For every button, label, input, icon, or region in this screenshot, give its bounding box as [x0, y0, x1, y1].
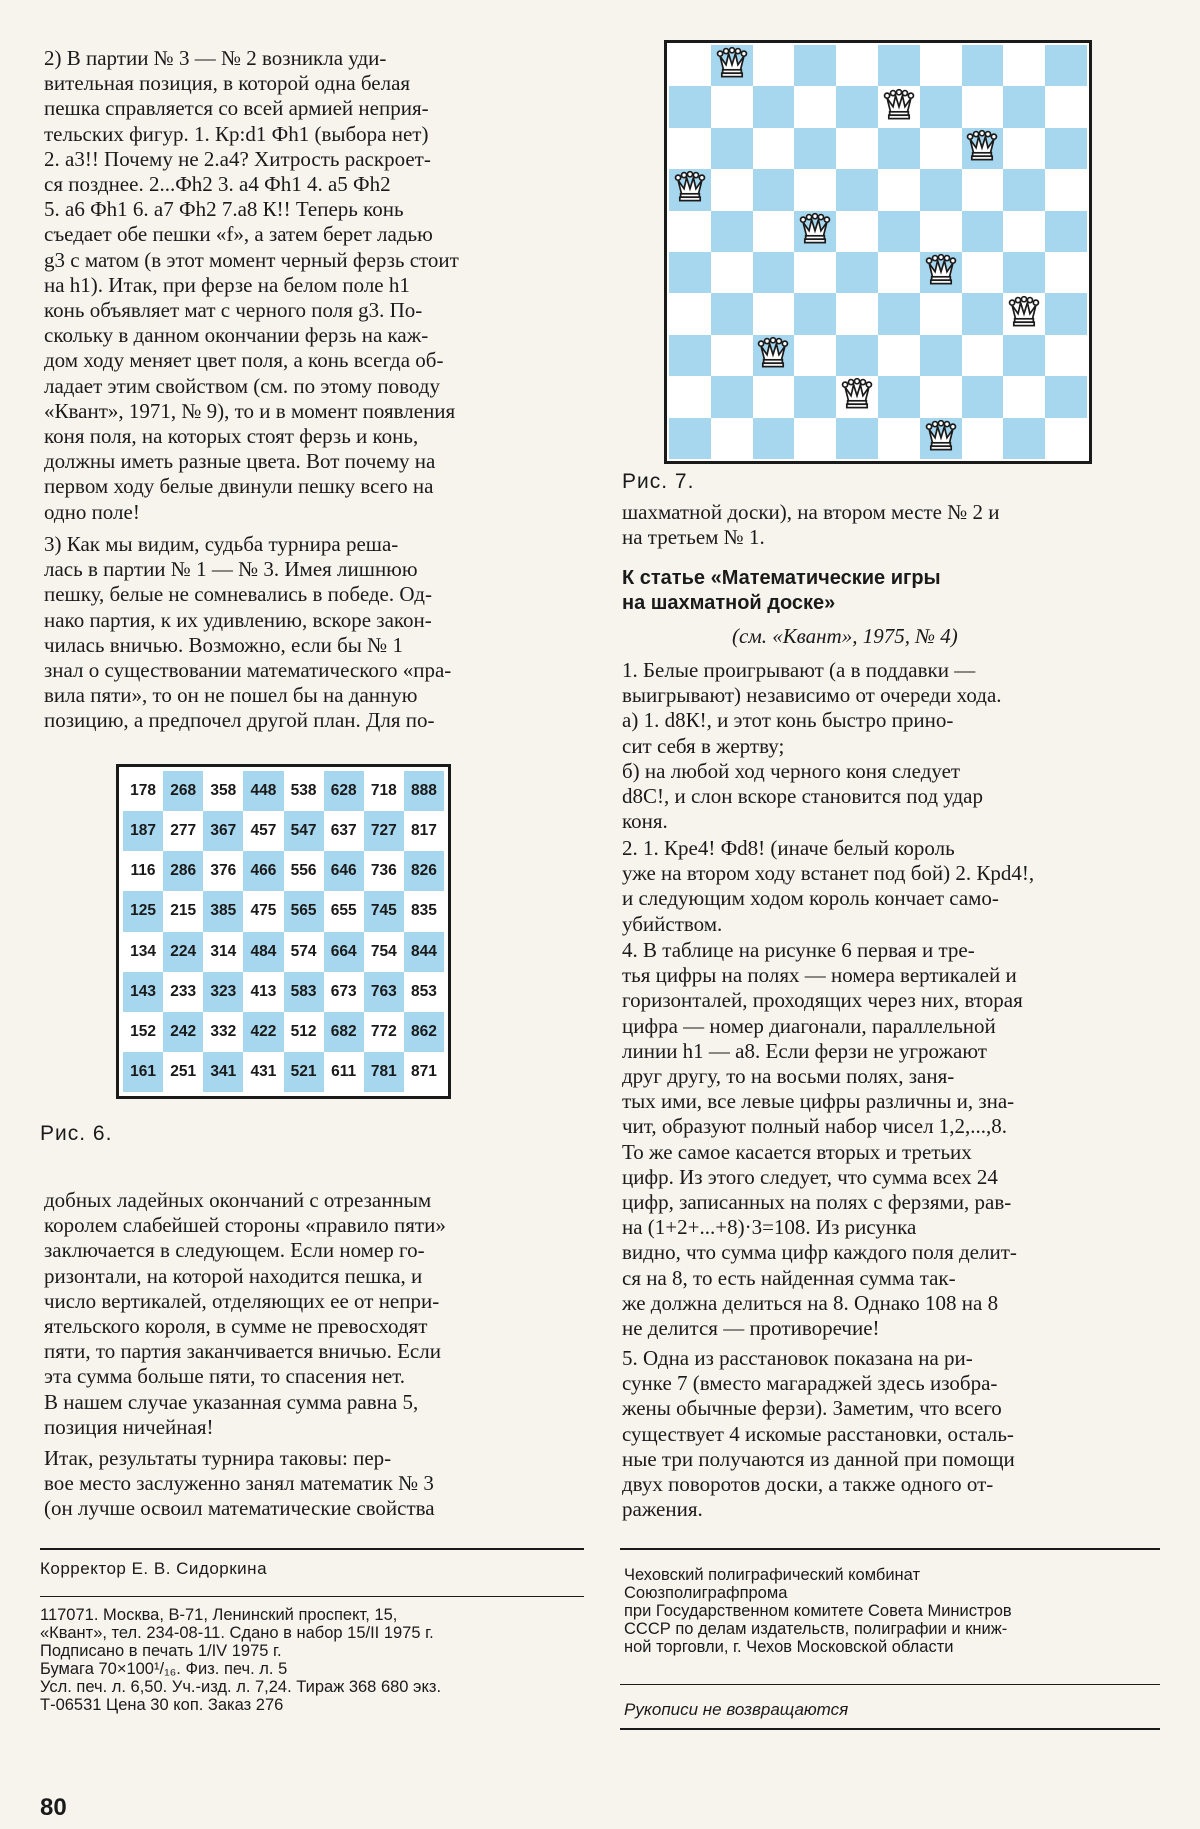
board-square: [711, 335, 753, 376]
text-line: пешку, белые не сомневались в победе. Од-: [44, 582, 432, 607]
board-square: [711, 211, 753, 252]
text-line: знал о существовании математического «пра-: [44, 658, 452, 683]
table-cell: 565: [284, 891, 324, 931]
board-square: [836, 169, 878, 210]
board-square: [753, 376, 795, 417]
table-cell: 664: [324, 932, 364, 972]
table-cell: 888: [404, 771, 444, 811]
text-line: б) на любой ход черного коня следует: [622, 758, 961, 783]
table-cell: 475: [243, 891, 283, 931]
board-square: [794, 252, 836, 293]
text-line: одно поле!: [44, 499, 140, 524]
text-line: цифр. Из этого следует, что сумма всех 24: [622, 1164, 998, 1189]
board-square: [1045, 376, 1087, 417]
table-cell: 646: [324, 851, 364, 891]
text-line: тья цифры на полях — номера вертикалей и: [622, 963, 1017, 988]
board-square: [1045, 211, 1087, 252]
text-line: 5. а6 Фh1 6. а7 Фh2 7.а8 К!! Теперь конь: [44, 197, 404, 222]
table-cell: 376: [203, 851, 243, 891]
board-square: [669, 86, 711, 127]
board-square: [753, 293, 795, 334]
table-cell: 655: [324, 891, 364, 931]
text-line: 2. 1. Крe4! Фd8! (иначе белый король: [622, 836, 955, 860]
queen-icon: [1007, 295, 1041, 334]
board-square: [753, 335, 795, 376]
board-square: [753, 252, 795, 293]
text-line: позицию, а предпочел другой план. Для по-: [44, 708, 435, 733]
text-line: вила пяти», то он не пошел бы на данную: [44, 683, 418, 708]
text-line: на (1+2+...+8)·3=108. Из рисунка: [622, 1215, 917, 1240]
text-line: d8С!, и слон вскоре становится под удар: [622, 784, 983, 809]
board-square: [1003, 252, 1045, 293]
board-square: [962, 293, 1004, 334]
table-cell: 853: [404, 972, 444, 1012]
text-line: при Государственном комитете Совета Министров: [624, 1602, 1012, 1620]
board-square: [920, 211, 962, 252]
text-line: уже на втором ходу встанет под бой) 2. Крd4!,: [622, 861, 1035, 886]
right-para-4: [622, 938, 1156, 1341]
board-square: [711, 128, 753, 169]
text-line: вительная позиция, в которой одна белая: [44, 71, 411, 96]
board-square: [878, 45, 920, 86]
board-square: [753, 169, 795, 210]
text-line: не делится — противоречие!: [622, 1316, 880, 1341]
queen-icon: [840, 377, 874, 416]
board-square: [962, 418, 1004, 459]
board-square: [711, 418, 753, 459]
board-square: [794, 376, 836, 417]
board-square: [920, 293, 962, 334]
text-line: заключается в следующем. Если номер го-: [44, 1238, 425, 1263]
board-square: [669, 335, 711, 376]
table-cell: 466: [243, 851, 283, 891]
board-square: [962, 169, 1004, 210]
text-line: сит себя в жертву;: [622, 733, 785, 758]
left-para-3: [44, 1188, 584, 1440]
board-square: [669, 252, 711, 293]
table-cell: 134: [123, 932, 163, 972]
text-line: съедает обе пешки «f», а затем берет ладью: [44, 222, 433, 247]
board-square: [1003, 128, 1045, 169]
queen-icon: [715, 46, 749, 85]
text-line: Усл. печ. л. 6,50. Уч.-изд. л. 7,24. Тираж 368 680 экз.: [40, 1678, 442, 1696]
board-square: [962, 86, 1004, 127]
board-square: [794, 45, 836, 86]
queen-icon: [924, 253, 958, 292]
board-square: [920, 376, 962, 417]
text-line: добных ладейных окончаний с отрезанным: [44, 1188, 432, 1212]
board-square: [878, 335, 920, 376]
text-line: же должна делиться на 8. Однако 108 на 8: [622, 1290, 999, 1315]
board-square: [669, 169, 711, 210]
text-line: двух поворотов доски, а также одного от-: [622, 1472, 994, 1497]
table-cell: 673: [324, 972, 364, 1012]
table-cell: 637: [324, 811, 364, 851]
board-square: [920, 128, 962, 169]
table-cell: 718: [364, 771, 404, 811]
printer-info: [624, 1566, 1160, 1656]
queen-icon: [673, 170, 707, 209]
text-line: а) 1. d8К!, и этот конь быстро прино-: [622, 708, 954, 733]
table-cell: 161: [123, 1052, 163, 1092]
right-para-2: [622, 658, 1156, 834]
right-para-1: [622, 500, 1156, 550]
table-cell: 332: [203, 1012, 243, 1052]
board-square: [920, 252, 962, 293]
text-line: К статье «Математические игры: [622, 567, 941, 589]
text-line: Итак, результаты турнира таковы: пер-: [44, 1446, 392, 1470]
table-cell: 754: [364, 932, 404, 972]
footer-rule-right-mid: [620, 1684, 1160, 1685]
text-line: (он лучше освоил математические свойства: [44, 1496, 435, 1521]
text-line: пяти, то партия заканчивается вничью. Если: [44, 1339, 441, 1364]
table-cell: 862: [404, 1012, 444, 1052]
board-square: [711, 293, 753, 334]
table-cell: 611: [324, 1052, 364, 1092]
text-line: 2. а3!! Почему не 2.а4? Хитрость раскроет-: [44, 146, 431, 171]
board-square: [1045, 86, 1087, 127]
board-square: [836, 418, 878, 459]
board-square: [962, 128, 1004, 169]
text-line: первом ходу белые двинули пешку всего на: [44, 474, 434, 499]
text-line: пешка справляется со всей армией неприя-: [44, 96, 429, 121]
text-line: ризонтали, на которой находится пешка, и: [44, 1263, 423, 1288]
text-line: сунке 7 (вместо магараджей здесь изобра-: [622, 1371, 998, 1396]
board-square: [1045, 252, 1087, 293]
queen-icon: [882, 88, 916, 127]
text-line: шахматной доски), на втором месте № 2 и: [622, 500, 1000, 524]
text-line: 2) В партии № 3 — № 2 возникла уди-: [44, 46, 387, 70]
board-square: [836, 45, 878, 86]
board-square: [1003, 335, 1045, 376]
figure-6-grid: [123, 771, 444, 1092]
text-line: В нашем случае указанная сумма равна 5,: [44, 1389, 419, 1414]
board-square: [1045, 169, 1087, 210]
table-cell: 835: [404, 891, 444, 931]
right-para-3: [622, 836, 1156, 937]
board-square: [794, 86, 836, 127]
text-line: и следующим ходом король кончает само-: [622, 886, 999, 911]
text-line: цифр, записанных на полях с ферзями, рав-: [622, 1190, 1012, 1215]
table-cell: 286: [163, 851, 203, 891]
board-square: [753, 418, 795, 459]
table-cell: 385: [203, 891, 243, 931]
board-square: [878, 418, 920, 459]
board-square: [794, 211, 836, 252]
board-square: [669, 45, 711, 86]
text-line: коня поля, на которых стоят ферзь и конь,: [44, 424, 419, 449]
text-line: на третьем № 1.: [622, 525, 765, 550]
text-line: ладает этим свойством (см. по этому поводу: [44, 373, 440, 398]
board-square: [1003, 45, 1045, 86]
right-para-5: [622, 1346, 1156, 1522]
article-heading: [622, 566, 1156, 616]
board-square: [711, 169, 753, 210]
text-line: дом ходу меняет цвет поля, а конь всегда об-: [44, 348, 444, 373]
queen-icon: [756, 336, 790, 375]
table-cell: 152: [123, 1012, 163, 1052]
table-cell: 422: [243, 1012, 283, 1052]
board-square: [669, 211, 711, 252]
board-square: [1003, 376, 1045, 417]
text-line: СССР по делам издательств, полиграфии и книж-: [624, 1620, 1008, 1638]
table-cell: 268: [163, 771, 203, 811]
board-square: [753, 128, 795, 169]
table-cell: 116: [123, 851, 163, 891]
text-line: 117071. Москва, В-71, Ленинский проспект, 15,: [40, 1606, 398, 1624]
figure-7-grid: [669, 45, 1087, 459]
text-line: существует 4 искомые расстановки, осталь-: [622, 1421, 1014, 1446]
table-cell: 763: [364, 972, 404, 1012]
table-cell: 215: [163, 891, 203, 931]
text-line: скольку в данном окончании ферзь на каж-: [44, 323, 429, 348]
board-square: [711, 86, 753, 127]
text-line: g3 с матом (в этот момент черный ферзь стоит: [44, 247, 459, 272]
board-square: [836, 252, 878, 293]
text-line: должны иметь разные цвета. Вот почему на: [44, 449, 436, 474]
table-cell: 242: [163, 1012, 203, 1052]
left-para-1: [44, 46, 584, 525]
board-square: [669, 376, 711, 417]
board-square: [711, 252, 753, 293]
text-line: вое место заслуженно занял математик № 3: [44, 1471, 434, 1496]
board-square: [878, 86, 920, 127]
table-cell: 844: [404, 932, 444, 972]
board-square: [878, 211, 920, 252]
text-line: Бумага 70×100¹/₁₆. Физ. печ. л. 5: [40, 1660, 288, 1678]
board-square: [1003, 418, 1045, 459]
board-square: [794, 169, 836, 210]
board-square: [920, 86, 962, 127]
text-line: ся позднее. 2...Фh2 3. а4 Фh1 4. а5 Фh2: [44, 172, 391, 197]
text-line: ятельского короля, в сумме не превосходят: [44, 1314, 428, 1339]
page-number: 80: [40, 1794, 67, 1821]
board-square: [1003, 169, 1045, 210]
text-line: 5. Одна из расстановок показана на ри-: [622, 1346, 973, 1370]
board-square: [920, 335, 962, 376]
text-line: 4. В таблице на рисунке 6 первая и тре-: [622, 938, 975, 962]
board-square: [753, 211, 795, 252]
text-line: друг другу, то на восьми полях, заня-: [622, 1064, 955, 1089]
table-cell: 538: [284, 771, 324, 811]
text-line: «Квант», тел. 234-08-11. Сдано в набор 15/II 1975 г.: [40, 1624, 434, 1642]
table-cell: 413: [243, 972, 283, 1012]
board-square: [878, 252, 920, 293]
table-cell: 745: [364, 891, 404, 931]
text-line: убийством.: [622, 911, 723, 936]
board-square: [836, 335, 878, 376]
text-line: линии h1 — а8. Если ферзи не угрожают: [622, 1038, 987, 1063]
board-square: [711, 45, 753, 86]
table-cell: 323: [203, 972, 243, 1012]
table-cell: 457: [243, 811, 283, 851]
table-cell: 277: [163, 811, 203, 851]
board-square: [920, 45, 962, 86]
text-line: на h1). Итак, при ферзе на белом поле h1: [44, 272, 410, 297]
board-square: [920, 418, 962, 459]
board-square: [794, 335, 836, 376]
table-cell: 341: [203, 1052, 243, 1092]
board-square: [794, 128, 836, 169]
text-line: видно, что сумма цифр каждого поля делит-: [622, 1240, 1017, 1265]
footer-rule-right-top: [620, 1548, 1160, 1550]
left-para-4: [44, 1446, 584, 1522]
text-line: Чеховский полиграфический комбинат: [624, 1566, 921, 1584]
table-cell: 556: [284, 851, 324, 891]
text-line: То же самое касается вторых и третьих: [622, 1139, 972, 1164]
board-square: [878, 293, 920, 334]
text-line: коня.: [622, 809, 668, 834]
table-cell: 826: [404, 851, 444, 891]
text-line: лась в партии № 1 — № 3. Имея лишнюю: [44, 557, 418, 582]
board-square: [962, 45, 1004, 86]
board-square: [962, 211, 1004, 252]
publisher-info: [40, 1606, 584, 1714]
board-square: [878, 376, 920, 417]
text-line: тых ими, все левые цифры различны и, зна-: [622, 1089, 1015, 1114]
table-cell: 512: [284, 1012, 324, 1052]
board-square: [669, 418, 711, 459]
table-cell: 314: [203, 932, 243, 972]
board-square: [669, 128, 711, 169]
article-subheading: (см. «Квант», 1975, № 4): [732, 624, 958, 648]
text-line: Т-06531 Цена 30 коп. Заказ 276: [40, 1696, 284, 1714]
text-line: 3) Как мы видим, судьба турнира реша-: [44, 532, 399, 556]
board-square: [836, 128, 878, 169]
text-line: 1. Белые проигрывают (а в поддавки —: [622, 658, 976, 682]
table-cell: 727: [364, 811, 404, 851]
board-square: [1045, 335, 1087, 376]
table-cell: 574: [284, 932, 324, 972]
table-cell: 187: [123, 811, 163, 851]
text-line: горизонталей, проходящих через них, вторая: [622, 988, 1023, 1013]
table-cell: 178: [123, 771, 163, 811]
table-cell: 583: [284, 972, 324, 1012]
text-line: ся на 8, то есть найденная сумма так-: [622, 1265, 956, 1290]
board-square: [920, 169, 962, 210]
board-square: [836, 211, 878, 252]
table-cell: 448: [243, 771, 283, 811]
queen-icon: [965, 129, 999, 168]
figure-6-caption: Рис. 6.: [40, 1122, 113, 1145]
table-cell: 125: [123, 891, 163, 931]
board-square: [1003, 211, 1045, 252]
board-square: [962, 252, 1004, 293]
text-line: эта сумма больше пяти, то спасения нет.: [44, 1364, 406, 1389]
board-square: [1045, 293, 1087, 334]
footer-rule-right-bottom: [620, 1728, 1160, 1730]
text-line: ражения.: [622, 1497, 703, 1522]
footer-rule-left-mid: [40, 1596, 584, 1597]
table-cell: 817: [404, 811, 444, 851]
table-cell: 224: [163, 932, 203, 972]
text-line: Подписано в печать 1/IV 1975 г.: [40, 1642, 282, 1660]
text-line: выигрывают) независимо от очереди хода.: [622, 683, 1002, 708]
text-line: ные три получаются из данной при помощи: [622, 1446, 1015, 1471]
board-square: [794, 293, 836, 334]
table-cell: 871: [404, 1052, 444, 1092]
board-square: [878, 128, 920, 169]
table-cell: 431: [243, 1052, 283, 1092]
table-cell: 521: [284, 1052, 324, 1092]
table-cell: 781: [364, 1052, 404, 1092]
table-cell: 682: [324, 1012, 364, 1052]
board-square: [794, 418, 836, 459]
board-square: [753, 86, 795, 127]
text-line: число вертикалей, отделяющих ее от непри-: [44, 1288, 440, 1313]
table-cell: 736: [364, 851, 404, 891]
text-line: на шахматной доске»: [622, 592, 836, 614]
text-line: «Квант», 1971, № 9), то и в момент появления: [44, 398, 456, 423]
queen-icon: [798, 212, 832, 251]
figure-7-board: [664, 40, 1092, 464]
queen-icon: [924, 419, 958, 458]
table-cell: 772: [364, 1012, 404, 1052]
board-square: [711, 376, 753, 417]
table-cell: 251: [163, 1052, 203, 1092]
board-square: [836, 86, 878, 127]
board-square: [1045, 128, 1087, 169]
board-square: [669, 293, 711, 334]
table-cell: 358: [203, 771, 243, 811]
board-square: [1045, 418, 1087, 459]
text-line: Союзполиграфпрома: [624, 1584, 788, 1602]
table-cell: 484: [243, 932, 283, 972]
board-square: [1003, 86, 1045, 127]
board-square: [962, 335, 1004, 376]
corrector-line: Корректор Е. В. Сидоркина: [40, 1559, 268, 1578]
table-cell: 547: [284, 811, 324, 851]
text-line: тельских фигур. 1. Кр:d1 Фh1 (выбора нет): [44, 121, 429, 146]
manuscripts-note: Рукописи не возвращаются: [624, 1700, 849, 1719]
footer-rule-left-top: [40, 1548, 584, 1550]
text-line: чилась вничью. Возможно, если бы № 1: [44, 632, 403, 657]
text-line: конь объявляет мат с черного поля g3. По-: [44, 298, 423, 323]
left-para-2: [44, 532, 584, 734]
text-line: нако партия, к их удивлению, вскоре закон-: [44, 607, 432, 632]
board-square: [753, 45, 795, 86]
text-line: жены обычные ферзи). Заметим, что всего: [622, 1396, 1002, 1421]
board-square: [962, 376, 1004, 417]
text-line: чит, образуют полный набор чисел 1,2,...,8.: [622, 1114, 1008, 1139]
figure-7-caption: Рис. 7.: [622, 470, 695, 493]
text-line: позиция ничейная!: [44, 1414, 214, 1439]
figure-6-table: [116, 764, 451, 1099]
board-square: [836, 376, 878, 417]
board-square: [836, 293, 878, 334]
table-cell: 628: [324, 771, 364, 811]
table-cell: 233: [163, 972, 203, 1012]
table-cell: 367: [203, 811, 243, 851]
board-square: [1045, 45, 1087, 86]
board-square: [1003, 293, 1045, 334]
board-square: [878, 169, 920, 210]
text-line: цифра — номер диагонали, параллельной: [622, 1013, 996, 1038]
text-line: королем слабейшей стороны «правило пяти»: [44, 1213, 446, 1238]
table-cell: 143: [123, 972, 163, 1012]
text-line: ной торговли, г. Чехов Московской области: [624, 1638, 954, 1656]
